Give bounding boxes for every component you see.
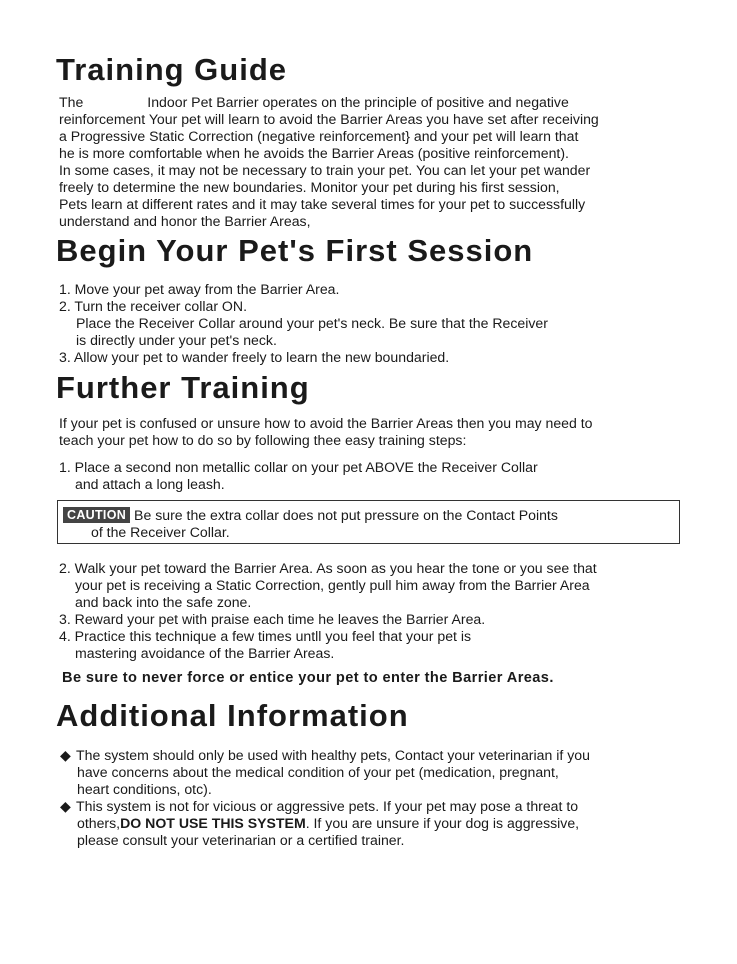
- further-training-step-4b: mastering avoidance of the Barrier Areas.: [75, 645, 335, 661]
- first-session-step-2: 2. Turn the receiver collar ON.: [59, 298, 247, 314]
- bullet-2-text-1: This system is not for vicious or aggressive pets. If your pet may pose a threat to: [76, 798, 579, 814]
- further-training-heading: Further Training: [56, 370, 310, 405]
- bullet-diamond-icon: ◆: [60, 798, 71, 814]
- further-training-step-1b: and attach a long leash.: [75, 476, 225, 492]
- additional-info-bullet-2-line-1: [60, 798, 578, 815]
- additional-info-bullet-1-line-3: heart conditions, otc).: [77, 781, 212, 797]
- additional-info-bullet-2-line-3: please consult your veterinarian or a certified trainer.: [77, 832, 405, 848]
- first-session-step-3: 3. Allow your pet to wander freely to learn the new boundaried.: [59, 349, 450, 365]
- further-training-step-4a: 4. Practice this technique a few times untll you feel that your pet is: [59, 628, 472, 644]
- further-training-step-1a: 1. Place a second non metallic collar on your pet ABOVE the Receiver Collar: [59, 459, 538, 475]
- first-session-step-2-detail-2: is directly under your pet's neck.: [76, 332, 277, 348]
- training-guide-line-1: [59, 94, 569, 111]
- additional-info-heading: Additional Information: [56, 698, 409, 733]
- further-training-step-2b: your pet is receiving a Static Correction, gently pull him away from the Barrier Area: [75, 577, 590, 593]
- training-guide-heading: Training Guide: [56, 52, 288, 87]
- first-session-heading: Begin Your Pet's First Session: [56, 233, 534, 268]
- further-training-step-2a: 2. Walk your pet toward the Barrier Area. As soon as you hear the tone or you see that: [59, 560, 597, 576]
- do-not-use-warning: DO NOT USE THIS SYSTEM: [120, 815, 306, 831]
- training-guide-line-5: In some cases, it may not be necessary to train your pet. You can let your pet wander: [59, 162, 591, 178]
- training-guide-line-2: reinforcement Your pet will learn to avoid the Barrier Areas you have set after receiving: [59, 111, 599, 127]
- caution-line-1: [63, 507, 558, 524]
- caution-label: CAUTION: [63, 507, 130, 523]
- additional-info-bullet-1-line-2: have concerns about the medical condition of your pet (medication, pregnant,: [77, 764, 559, 780]
- training-guide-line-4: he is more comfortable when he avoids the Barrier Areas (positive reinforcement).: [59, 145, 569, 161]
- bullet-2-text-2a: others,: [77, 815, 121, 831]
- training-guide-line-3: a Progressive Static Correction (negative reinforcement} and your pet will learn that: [59, 128, 579, 144]
- training-guide-line-8: understand and honor the Barrier Areas,: [59, 213, 311, 229]
- further-training-step-3: 3. Reward your pet with praise each time he leaves the Barrier Area.: [59, 611, 486, 627]
- caution-text-2: of the Receiver Collar.: [91, 524, 230, 540]
- further-training-warning: Be sure to never force or entice your pet to enter the Barrier Areas.: [62, 670, 554, 686]
- text-line1-rest: Indoor Pet Barrier operates on the principle of positive and negative: [147, 94, 569, 110]
- additional-info-bullet-2-line-2: [77, 815, 579, 832]
- training-guide-line-6: freely to determine the new boundaries. Monitor your pet during his first session,: [59, 179, 560, 195]
- training-guide-line-7: Pets learn at different rates and it may take several times for your pet to successfully: [59, 196, 586, 212]
- caution-text-1: Be sure the extra collar does not put pressure on the Contact Points: [134, 507, 558, 523]
- bullet-diamond-icon: ◆: [60, 747, 71, 763]
- first-session-step-1: 1. Move your pet away from the Barrier Area.: [59, 281, 340, 297]
- additional-info-bullet-1-line-1: [60, 747, 590, 764]
- bullet-1-text-1: The system should only be used with healthy pets, Contact your veterinarian if you: [76, 747, 590, 763]
- further-training-intro-2: teach your pet how to do so by following thee easy training steps:: [59, 432, 467, 448]
- further-training-step-2c: and back into the safe zone.: [75, 594, 252, 610]
- further-training-intro-1: If your pet is confused or unsure how to avoid the Barrier Areas then you may need to: [59, 415, 593, 431]
- text-the: The: [59, 94, 84, 110]
- first-session-step-2-detail-1: Place the Receiver Collar around your pet's neck. Be sure that the Receiver: [76, 315, 548, 331]
- bullet-2-text-2b: . If you are unsure if your dog is aggressive,: [305, 815, 580, 831]
